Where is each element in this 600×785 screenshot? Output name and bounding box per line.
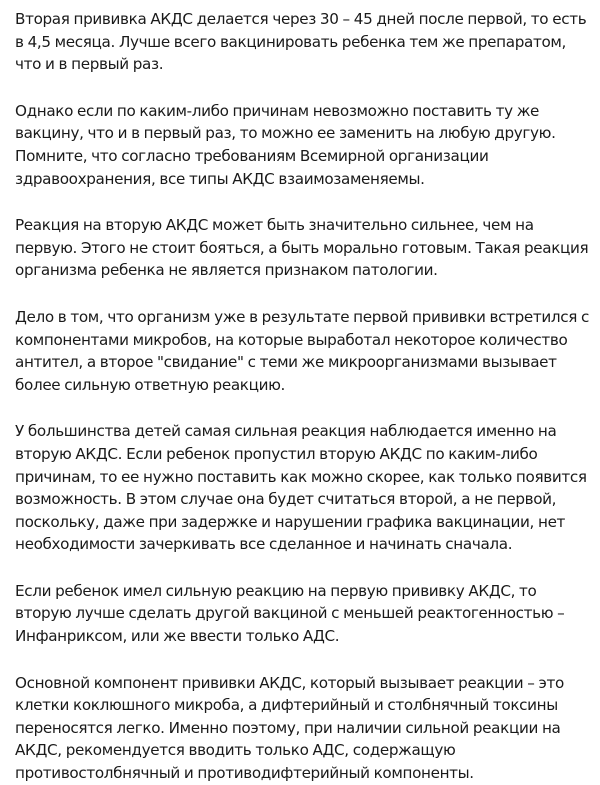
paragraph-missed-second-dose: У большинства детей самая сильная реакция наблюдается именно на вторую АКДС. Если ребенок пропустил вторую АКДС по каким-либо причинам, то ее нужно поставить как можно скорее, как только появится возможность. В этом случае она будет считаться второй, а не первой, поскольку, даже при задержке и нарушении графика вакцинации, нет необходимости зачеркивать все сделанное и начинать сначала. [15,422,587,554]
paragraph-vaccine-interchangeability: Однако если по каким-либо причинам невозможно поставить ту же вакцину, что и в первый раз, то можно ее заменить на любую другую. Помните, что согласно требованиям Всемирной организации здравоохранения, все типы АКДС взаимозаменяемы. [15,101,556,188]
paragraph-alternative-vaccine: Если ребенок имел сильную реакцию на первую прививку АКДС, то вторую лучше сделать другой вакциной с меньшей реактогенностью – Инфанриксом, или же ввести только АДС. [15,581,565,646]
paragraph-immune-explanation: Дело в том, что организм уже в результате первой прививки встретился с компонентами микробов, на которые выработал некоторое количество антител, а второе "свидание" с теми же микроорганизмами вызывает более сильную ответную реакцию. [15,307,590,394]
paragraph-pertussis-component: Основной компонент прививки АКДС, который вызывает реакции – это клетки коклюшного микроба, а дифтерийный и столбнячный токсины переносятся легко. Именно поэтому, при наличии сильной реакции на АКДС, рекомендуется вводить только АДС, содержащую противостолбнячный и противодифтерийный компоненты. [15,673,564,783]
paragraph-stronger-reaction: Реакция на вторую АКДС может быть значительно сильнее, чем на первую. Этого не стоит бояться, а быть морально готовым. Такая реакция организма ребенка не является признаком патологии. [15,216,589,280]
paragraph-second-vaccination-timing: Вторая прививка АКДС делается через 30 – 45 дней после первой, то есть в 4,5 месяца. Лучше всего вакцинировать ребенка тем же препаратом, что и в первый раз. [15,10,587,74]
article-body [15,8,590,785]
